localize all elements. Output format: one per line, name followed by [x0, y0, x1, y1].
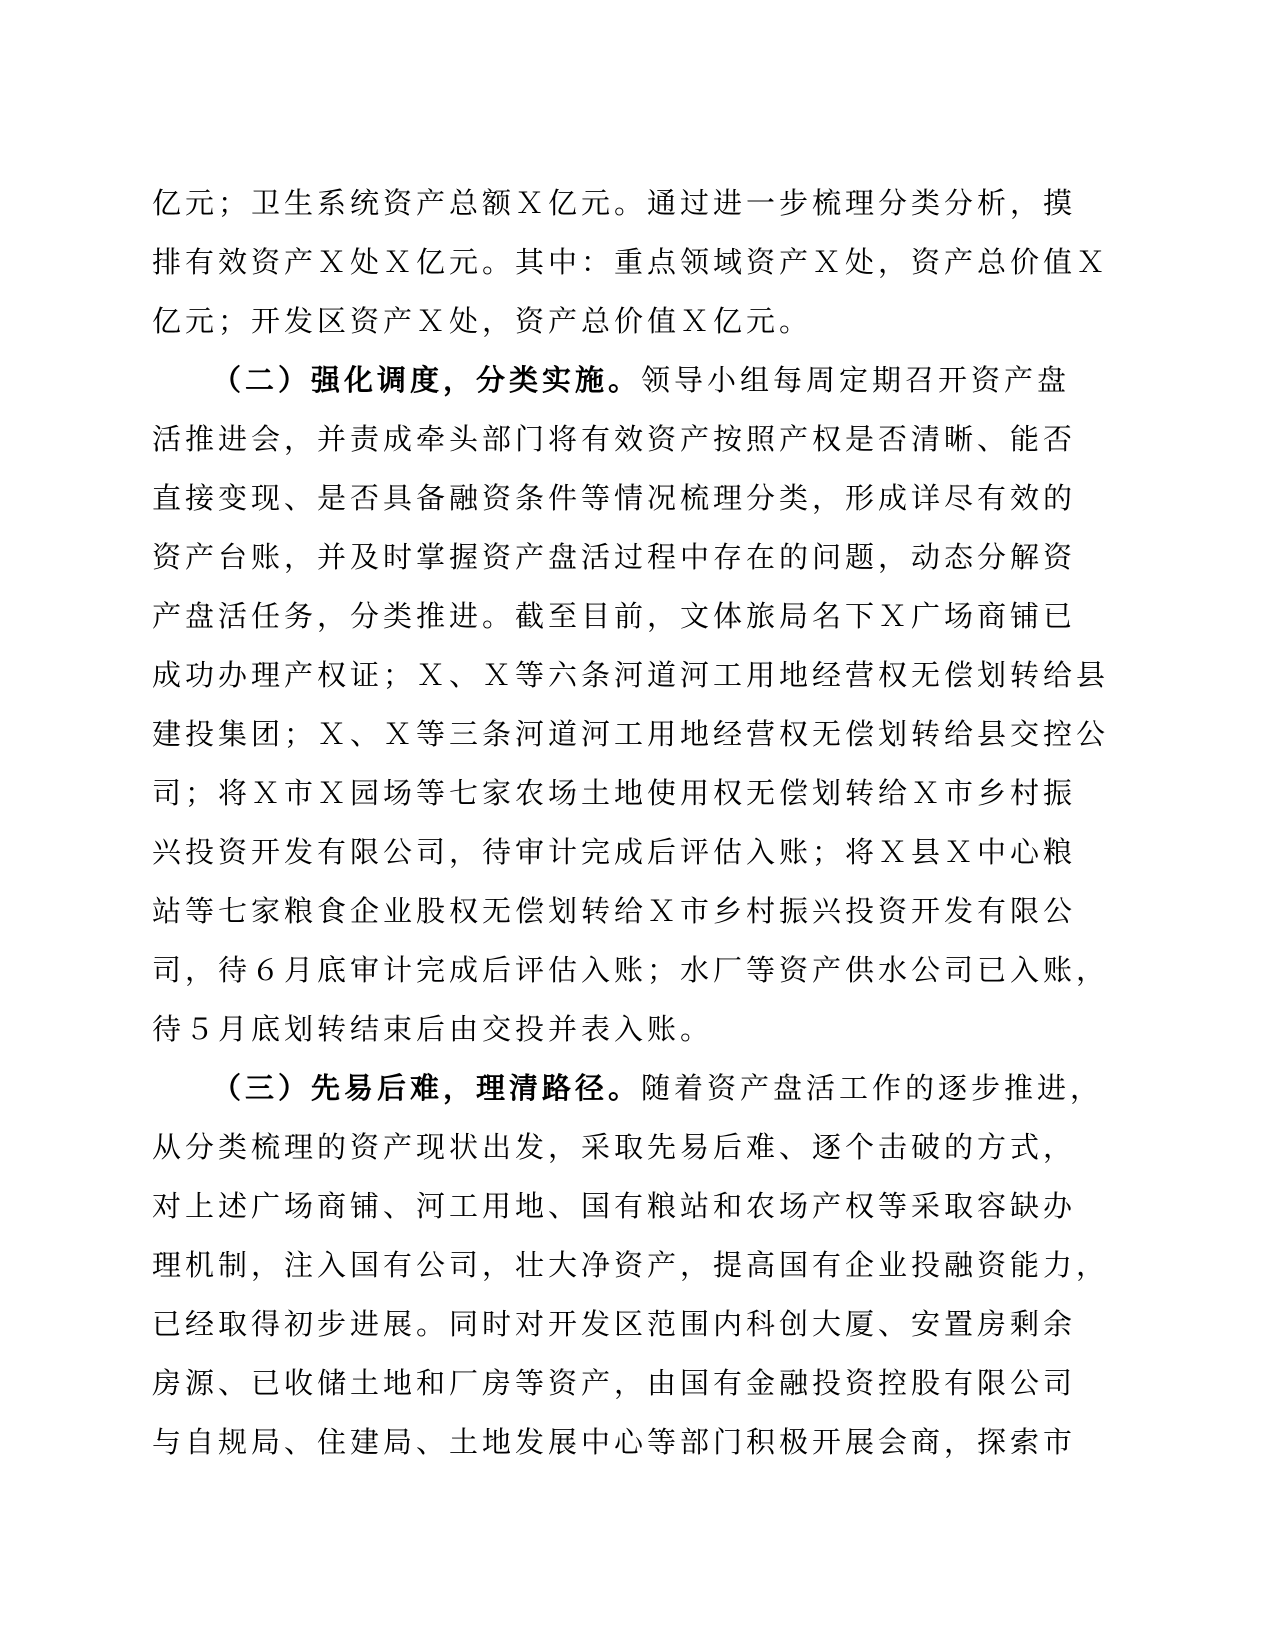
text-run: 领导小组每周定期召开资产盘 — [641, 363, 1071, 397]
paragraph-continuation — [152, 174, 1112, 351]
paragraph-section-2 — [152, 351, 1112, 1059]
text-line: 司；将Ｘ市Ｘ园场等七家农场土地使用权无偿划转给Ｘ市乡村振 — [152, 776, 1077, 810]
text-line: 产盘活任务，分类推进。截至目前，文体旅局名下Ｘ广场商铺已 — [152, 599, 1077, 633]
section-heading: （三）先易后难，理清路径。 — [212, 1071, 642, 1105]
text-line: 成功办理产权证；Ｘ、Ｘ等六条河道河工用地经营权无偿划转给县 — [152, 658, 1110, 692]
text-line: 兴投资开发有限公司，待审计完成后评估入账；将Ｘ县Ｘ中心粮 — [152, 835, 1077, 869]
text-run: 随着资产盘活工作的逐步推进， — [641, 1071, 1104, 1105]
document-page — [152, 174, 1112, 1472]
text-line: 对上述广场商铺、河工用地、国有粮站和农场产权等采取容缺办 — [152, 1189, 1077, 1223]
text-line: 亿元；开发区资产Ｘ处，资产总价值Ｘ亿元。 — [152, 304, 813, 338]
text-line: 建投集团；Ｘ、Ｘ等三条河道河工用地经营权无偿划转给县交控公 — [152, 717, 1110, 751]
paragraph-section-3 — [152, 1059, 1112, 1472]
text-line: 活推进会，并责成牵头部门将有效资产按照产权是否清晰、能否 — [152, 422, 1077, 456]
text-line-first — [152, 1059, 1112, 1118]
section-heading: （二）强化调度，分类实施。 — [212, 363, 642, 397]
text-line: 资产台账，并及时掌握资产盘活过程中存在的问题，动态分解资 — [152, 540, 1077, 574]
text-line: 与自规局、住建局、土地发展中心等部门积极开展会商，探索市 — [152, 1425, 1077, 1459]
text-line: 亿元；卫生系统资产总额Ｘ亿元。通过进一步梳理分类分析，摸 — [152, 186, 1077, 220]
text-line: 站等七家粮食企业股权无偿划转给Ｘ市乡村振兴投资开发有限公 — [152, 894, 1077, 928]
text-line: 直接变现、是否具备融资条件等情况梳理分类，形成详尽有效的 — [152, 481, 1077, 515]
text-line: 理机制，注入国有公司，壮大净资产，提高国有企业投融资能力， — [152, 1248, 1110, 1282]
text-line: 待５月底划转结束后由交投并表入账。 — [152, 1012, 714, 1046]
text-line: 排有效资产Ｘ处Ｘ亿元。其中：重点领域资产Ｘ处，资产总价值Ｘ — [152, 245, 1110, 279]
text-line-first — [152, 351, 1112, 410]
text-line: 房源、已收储土地和厂房等资产，由国有金融投资控股有限公司 — [152, 1366, 1077, 1400]
text-line: 已经取得初步进展。同时对开发区范围内科创大厦、安置房剩余 — [152, 1307, 1077, 1341]
text-line: 司，待６月底审计完成后评估入账；水厂等资产供水公司已入账， — [152, 953, 1110, 987]
text-line: 从分类梳理的资产现状出发，采取先易后难、逐个击破的方式， — [152, 1130, 1077, 1164]
